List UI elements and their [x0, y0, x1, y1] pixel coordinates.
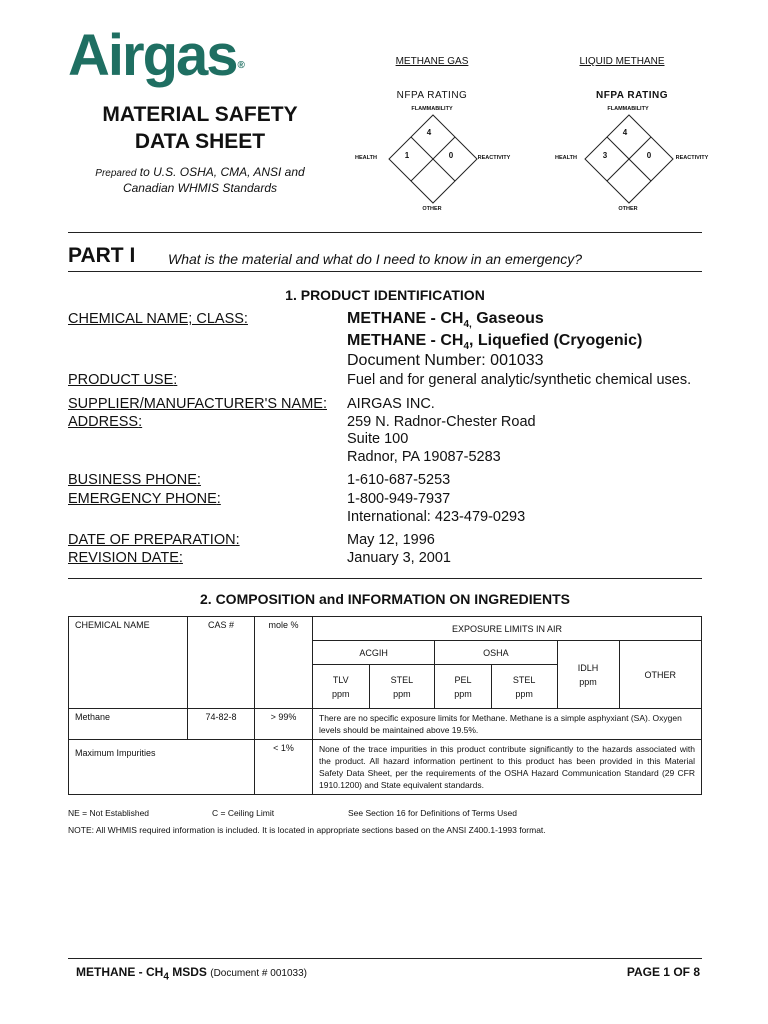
prepared-rest: to U.S. OSHA, CMA, ANSI and: [136, 165, 305, 179]
registered-mark: ®: [237, 60, 245, 71]
table-row: [69, 709, 702, 740]
header-other: OTHER: [619, 641, 701, 709]
page-number: PAGE 1 OF 8: [626, 965, 700, 979]
flammability-value-liquid: 4: [622, 128, 628, 137]
health-label-liquid: HEALTH: [555, 155, 577, 161]
prepared-statement: [80, 165, 320, 196]
footer-title: METHANE - $CH_4$ MSDS (Document # 001033): [76, 965, 307, 983]
business-phone-label: BUSINESS PHONE:: [68, 472, 201, 488]
product-use-label: PRODUCT USE:: [68, 372, 178, 388]
product-use-value: Fuel and for general analytic/synthetic chemical uses.: [347, 372, 692, 388]
chemical-name-gaseous: METHANE - $CH_{4,}$ Gaseous: [347, 310, 544, 331]
section-1-heading: 1. PRODUCT IDENTIFICATION: [285, 287, 485, 303]
legend-ceiling: C = Ceiling Limit: [212, 808, 275, 818]
divider-footer: [68, 958, 702, 959]
address-line-2: Suite 100: [347, 431, 409, 447]
other-label-liquid: OTHER: [618, 206, 638, 212]
revision-date-label: REVISION DATE:: [68, 550, 183, 566]
whmis-note: NOTE: All WHMIS required information is included. It is located in appropriate sections based on the ANSI Z400.1-1993 format.: [68, 825, 546, 835]
header-tlv: TLV ppm: [313, 665, 370, 709]
supplier-value: AIRGAS INC.: [347, 396, 435, 412]
emergency-phone-label: EMERGENCY PHONE:: [68, 491, 221, 507]
address-line-1: 259 N. Radnor-Chester Road: [347, 414, 536, 430]
header-chemical-name: CHEMICAL NAME: [69, 617, 188, 709]
divider-part: [68, 271, 702, 272]
header-mole: mole %: [255, 617, 313, 709]
header-idlh: IDLH ppm: [557, 641, 619, 709]
preparation-date-label: DATE OF PREPARATION:: [68, 532, 240, 548]
composition-table: [68, 616, 702, 795]
nfpa-heading-gas: METHANE GAS: [395, 56, 469, 67]
address-line-3: Radnor, PA 19087-5283: [347, 449, 501, 465]
header-cas: CAS #: [188, 617, 255, 709]
airgas-logo: [68, 22, 244, 89]
header-exposure-limits: EXPOSURE LIMITS IN AIR: [313, 617, 702, 641]
section-2-heading: 2. COMPOSITION and INFORMATION ON INGREDIENTS: [200, 591, 570, 607]
reactivity-label-liquid: REACTIVITY: [675, 155, 709, 161]
document-number: Document Number: 001033: [347, 352, 544, 369]
header-osha: OSHA: [435, 641, 557, 665]
part-label: PART I: [68, 244, 136, 267]
supplier-label: SUPPLIER/MANUFACTURER'S NAME:: [68, 396, 327, 412]
header-stel-osha: STEL ppm: [491, 665, 557, 709]
health-label-gas: HEALTH: [355, 155, 377, 161]
reactivity-value-gas: 0: [448, 151, 454, 160]
flammability-label-liquid: FLAMMABILITY: [607, 106, 649, 112]
international-phone: International: 423-479-0293: [347, 509, 526, 525]
chemical-name-label: CHEMICAL NAME; CLASS:: [68, 311, 248, 327]
emergency-phone-value: 1-800-949-7937: [347, 491, 451, 507]
document-title: [88, 101, 312, 155]
health-value-liquid: 3: [602, 151, 608, 160]
divider-section-2: [68, 578, 702, 579]
chemical-name-liquefied: METHANE - $CH_4$, Liquefied (Cryogenic): [347, 332, 643, 353]
header-acgih: ACGIH: [313, 641, 435, 665]
nfpa-rating-label-gas: NFPA RATING: [396, 90, 468, 101]
logo-text: Airgas: [68, 23, 237, 88]
table-row: [69, 740, 702, 795]
part-question: What is the material and what do I need to know in an emergency?: [168, 251, 583, 267]
legend-ne: NE = Not Established: [68, 808, 150, 818]
revision-date-value: January 3, 2001: [347, 550, 451, 566]
row-note: None of the trace impurities in this product contribute significantly to the hazards associated with the product. All hazard information pertinent to this product has been provided in this Material Safety Data Sheet, per the requirements of the OSHA Hazard Communication Standard (29 CFR 1910.1200) and State equivalent standards.: [313, 740, 702, 795]
reactivity-label-gas: REACTIVITY: [477, 155, 511, 161]
row-cas: 74-82-8: [188, 709, 255, 740]
row-name: Methane: [69, 709, 188, 740]
row-note: There are no specific exposure limits for Methane. Methane is a simple asphyxiant (SA). Oxygen levels should be maintained above 19.5%.: [313, 709, 702, 740]
other-label-gas: OTHER: [422, 206, 442, 212]
header-stel-acgih: STEL ppm: [369, 665, 435, 709]
title-line-2: DATA SHEET: [134, 130, 266, 153]
reactivity-value-liquid: 0: [646, 151, 652, 160]
nfpa-rating-label-liquid: NFPA RATING: [596, 90, 668, 101]
row-name: Maximum Impurities: [69, 740, 255, 795]
preparation-date-value: May 12, 1996: [347, 532, 435, 548]
address-label: ADDRESS:: [68, 414, 143, 430]
flammability-value-gas: 4: [426, 128, 432, 137]
business-phone-value: 1-610-687-5253: [347, 472, 451, 488]
divider-top: [68, 232, 702, 233]
legend-see-section: See Section 16 for Definitions of Terms Used: [348, 808, 517, 818]
health-value-gas: 1: [404, 151, 410, 160]
prepared-prefix: Prepared: [95, 168, 137, 179]
row-mole: > 99%: [255, 709, 313, 740]
flammability-label-gas: FLAMMABILITY: [411, 106, 453, 112]
title-line-1: MATERIAL SAFETY: [102, 103, 298, 126]
row-mole: < 1%: [255, 740, 313, 795]
prepared-line-2: Canadian WHMIS Standards: [122, 181, 278, 195]
nfpa-heading-liquid: LIQUID METHANE: [579, 56, 665, 67]
header-pel: PEL ppm: [435, 665, 492, 709]
